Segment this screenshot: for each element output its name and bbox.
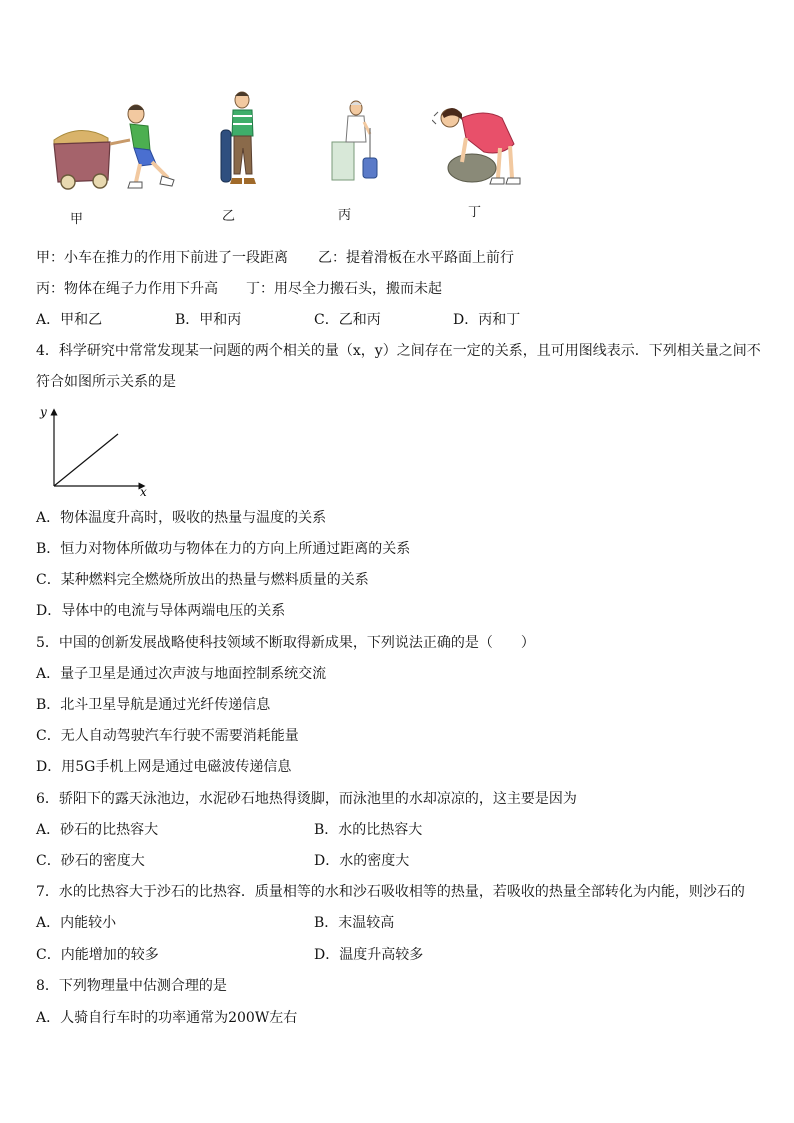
q4-option-a: A．物体温度升高时，吸收的热量与温度的关系 (36, 510, 327, 526)
skateboard-carrying-illustration (218, 88, 268, 190)
q7-option-c: C．内能增加的较多 (36, 947, 159, 963)
q8-stem: 8．下列物理量中估测合理的是 (36, 978, 227, 994)
x-axis-label: x (140, 485, 147, 498)
q7-option-d: D．温度升高较多 (314, 947, 424, 963)
rope-lifting-illustration (330, 98, 382, 182)
q5-stem: 5．中国的创新发展战略使科技领域不断取得新成果，下列说法正确的是（ ） (36, 635, 535, 651)
q3-statement-bing: 丙：物体在绳子力作用下升高 (36, 281, 218, 297)
stone-lifting-illustration (432, 104, 524, 188)
q6-option-c: C．砂石的密度大 (36, 853, 145, 869)
q4-option-d: D．导体中的电流与导体两端电压的关系 (36, 603, 286, 619)
q8-option-a: A．人骑自行车时的功率通常为200W左右 (36, 1010, 298, 1026)
q7-option-a: A．内能较小 (36, 915, 117, 931)
q5-option-b: B．北斗卫星导航是通过光纤传递信息 (36, 697, 271, 713)
q4-linear-graph (36, 404, 154, 498)
q3-option-c: C．乙和丙 (314, 312, 381, 328)
figure-caption-bing: 丙 (338, 208, 352, 223)
q4-stem-line-2: 符合如图所示关系的是 (36, 374, 176, 390)
q3-option-d: D．丙和丁 (453, 312, 521, 328)
q5-option-a: A．量子卫星是通过次声波与地面控制系统交流 (36, 666, 327, 682)
q7-option-b: B．末温较高 (314, 915, 395, 931)
figure-caption-ding: 丁 (468, 205, 482, 220)
proportional-line (54, 434, 118, 486)
q4-stem-line-1: 4．科学研究中常常发现某一问题的两个相关的量（x，y）之间存在一定的关系，且可用图线表示．下列相关量之间不 (36, 343, 761, 359)
figure-caption-jia: 甲 (70, 212, 84, 227)
q6-option-a: A．砂石的比热容大 (36, 822, 159, 838)
figure-caption-yi: 乙 (222, 209, 236, 224)
q4-option-c: C．某种燃料完全燃烧所放出的热量与燃料质量的关系 (36, 572, 369, 588)
q6-stem: 6．骄阳下的露天泳池边，水泥砂石地热得烫脚，而泳池里的水却凉凉的，这主要是因为 (36, 791, 577, 807)
q6-option-b: B．水的比热容大 (314, 822, 423, 838)
q6-option-d: D．水的密度大 (314, 853, 410, 869)
q3-option-b: B．甲和丙 (175, 312, 242, 328)
q4-option-b: B．恒力对物体所做功与物体在力的方向上所通过距离的关系 (36, 541, 411, 557)
q3-statement-yi: 乙：提着滑板在水平路面上前行 (318, 250, 514, 266)
q7-stem: 7．水的比热容大于沙石的比热容．质量相等的水和沙石吸收相等的热量，若吸收的热量全部转化为内能，则沙石的 (36, 884, 745, 900)
cart-pushing-illustration (50, 100, 180, 192)
q5-option-c: C．无人自动驾驶汽车行驶不需要消耗能量 (36, 728, 299, 744)
q3-statement-ding: 丁：用尽全力搬石头，搬而未起 (246, 281, 442, 297)
y-axis-label: y (40, 405, 47, 419)
q5-option-d: D．用5G手机上网是通过电磁波传递信息 (36, 759, 292, 775)
q3-statement-jia: 甲：小车在推力的作用下前进了一段距离 (36, 250, 288, 266)
q3-option-a: A．甲和乙 (36, 312, 103, 328)
